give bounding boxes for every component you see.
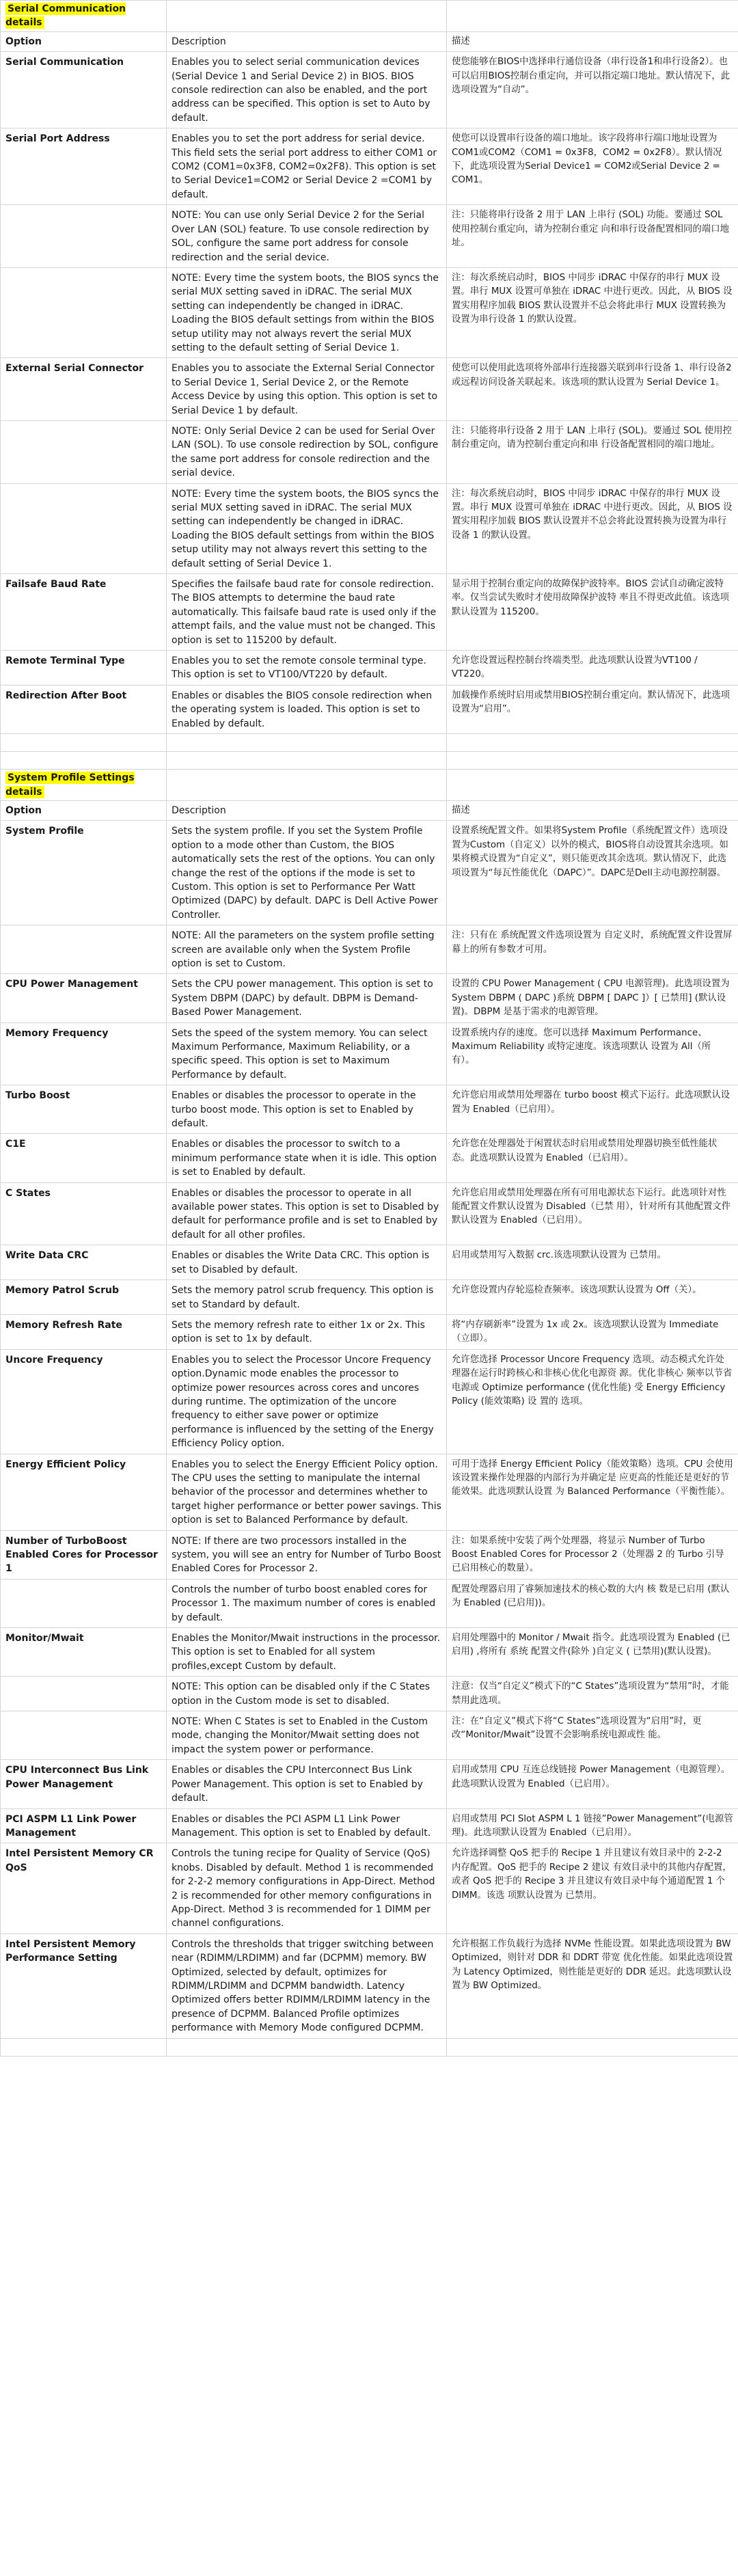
table-row: [1, 1314, 738, 1349]
table-row: [1, 205, 738, 268]
table-row: [1, 685, 738, 733]
option-name: Intel Persistent Memory Performance Setting: [1, 1934, 167, 2038]
table-row: [1, 1530, 738, 1579]
empty-cell: [167, 1, 447, 32]
option-description: Sets the memory patrol scrub frequency. This option is set to Standard by default.: [167, 1280, 447, 1315]
option-name: PCI ASPM L1 Link Power Management: [1, 1808, 167, 1843]
option-description-zh: 允许您启用或禁用处理器在所有可用电源状态下运行。此选项针对性能配置文件默认设置为 Disabled（已禁 用），针对所有其他配置文件默认设置为 Enabled（已启用）。: [447, 1182, 738, 1245]
option-name: [1, 420, 167, 483]
option-name: Turbo Boost: [1, 1085, 167, 1134]
option-description: Enables you to select the Energy Efficient Policy option. The CPU uses the setting to manipulate the internal behavior of the processor and determines whether to target higher performance or better power savings. This option is set to Balanced Performance by default.: [167, 1454, 447, 1530]
empty-cell: [167, 770, 447, 801]
option-description-zh: 允许您启用或禁用处理器在 turbo boost 模式下运行。此选项默认设置为 Enabled（已启用）。: [447, 1085, 738, 1134]
option-description-zh: 注：只能将串行设备 2 用于 LAN 上串行 (SOL)。要通过 SOL 使用控制台重定向，请为控制台重定向和串 行设备配置相同的端口地址。: [447, 420, 738, 483]
spacer-row: [1, 734, 738, 752]
option-description: NOTE: Only Serial Device 2 can be used for Serial Over LAN (SOL). To use console redirection by SOL, configure the same port address for console redirection and the serial device.: [167, 420, 447, 483]
option-name: [1, 1579, 167, 1627]
option-description-zh: 启用处理器中的 Monitor / Mwait 指令。此选项设置为 Enabled (已启用) ,将所有 系统 配置文件(除外 )自定义 ( 已禁用)(默认设置)。: [447, 1628, 738, 1677]
option-description: Enables or disables the CPU Interconnect Bus Link Power Management. This option is set to Enabled by default.: [167, 1760, 447, 1808]
option-name: Serial Port Address: [1, 128, 167, 205]
option-description-zh: 允许根据工作负载行为选择 NVMe 性能设置。如果此选项设置为 BW Optimized，则针对 DDR 和 DDRT 带宽 优化性能。如果此选项设置为 Latency Optimized，则性能是更好的 DDR 延迟。此选项默认设置为 BW Optimized。: [447, 1934, 738, 2038]
option-name: [1, 925, 167, 974]
header-option: Option: [1, 800, 167, 820]
table-row: [1, 52, 738, 128]
option-description-zh: 启用或禁用 PCI Slot ASPM L 1 链接”Power Management”(电源管理)。此选项默认设置为 Enabled（已启用）。: [447, 1808, 738, 1843]
option-name: External Serial Connector: [1, 358, 167, 421]
option-description-zh: 注：如果系统中安装了两个处理器，将显示 Number of Turbo Boost Enabled Cores for Processor 2（处理器 2 的 Turbo 引导已启用核心的数量）。: [447, 1530, 738, 1579]
option-description-zh: 注意：仅当“自定义”模式下的“C States”选项设置为“禁用”时，才能禁用此选项。: [447, 1677, 738, 1711]
option-description: Controls the tuning recipe for Quality of Service (QoS) knobs. Disabled by default. Method 1 is recommended for 2-2-2 memory configurations in App-Direct. Method 2 is recommended for other memory configurations in App-Direct. Method 3 is recommended for 1 DIMM per channel configurations.: [167, 1843, 447, 1934]
empty-cell: [447, 770, 738, 801]
table-row: [1, 1182, 738, 1245]
option-description-zh: 允许选择调整 QoS 把手的 Recipe 1 并且建议有效目录中的 2-2-2 内存配置。QoS 把手的 Recipe 2 建议 有效目录中的其他内存配置，或者 QoS 把手的 Recipe 3 并且建议有效目录中每个通道配置 1 个 DIMM。该选 项默认设置为 已禁用。: [447, 1843, 738, 1934]
table-row: [1, 1349, 738, 1454]
section-title: Serial Communication details: [5, 3, 126, 29]
spacer-row: [1, 752, 738, 770]
option-name: C States: [1, 1182, 167, 1245]
option-description: Sets the CPU power management. This option is set to System DBPM (DAPC) by default. DBPM is Demand-Based Power Management.: [167, 974, 447, 1022]
table-row: [1, 1280, 738, 1315]
empty-cell: [447, 2038, 738, 2056]
option-description: NOTE: This option can be disabled only if the C States option in the Custom mode is set to disabled.: [167, 1677, 447, 1711]
section-title: System Profile Settings details: [5, 772, 135, 798]
empty-cell: [167, 752, 447, 770]
option-name: Redirection After Boot: [1, 685, 167, 733]
option-description: Enables you to associate the External Serial Connector to Serial Device 1, Serial Device 2, or the Remote Access Device by using this option. This option is set to Serial Device 1 by default.: [167, 358, 447, 421]
section-title-cell: [1, 770, 167, 801]
option-description-zh: 使您能够在BIOS中选择串行通信设备（串行设备1和串行设备2）。也可以启用BIOS控制台重定向，并可以指定端口地址。默认情况下，此选项设置为“自动”。: [447, 52, 738, 128]
empty-cell: [447, 752, 738, 770]
option-description: Enables or disables the processor to operate in all available power states. This option is set to Disabled by default for performance profile and is set to Enabled by default for all other profiles.: [167, 1182, 447, 1245]
option-description-zh: 加载操作系统时启用或禁用BIOS控制台重定向。默认情况下，此选项设置为“启用”。: [447, 685, 738, 733]
option-description: Enables you to set the port address for serial device. This field sets the serial port address to either COM1 or COM2 (COM1=0x3F8, COM2=0x2F8). This option is set to Serial Device1=COM2 or Serial Device 2 =COM1 by default.: [167, 128, 447, 205]
header-option: Option: [1, 31, 167, 51]
option-description: Enables or disables the processor to switch to a minimum performance state when it is idle. This option is set to Enabled by default.: [167, 1134, 447, 1182]
option-description-zh: 允许您在处理器处于闲置状态时启用或禁用处理器切换至低性能状态。此选项默认设置为 Enabled（已启用）。: [447, 1134, 738, 1182]
option-description-zh: 注：每次系统启动时，BIOS 中同步 iDRAC 中保存的串行 MUX 设置。串行 MUX 设置可单独在 iDRAC 中进行更改。因此，从 BIOS 设置实用程序加载 BIOS 默认设置并不总会将此设置转换为设置为串行设备 1 的默认设置。: [447, 483, 738, 573]
table-row: [1, 1677, 738, 1711]
option-description: Enables you to set the remote console terminal type. This option is set to VT100/VT220 by default.: [167, 651, 447, 686]
option-description-zh: 注：在“自定义”模式下将“C States”选项设置为“启用”时，更改“Monitor/Mwait”设置不会影响系统电源或性 能。: [447, 1711, 738, 1760]
table-row: [1, 483, 738, 573]
table-row: [1, 1843, 738, 1934]
table-row: [1, 1454, 738, 1530]
table-header-row: [1, 31, 738, 51]
table-row: [1, 974, 738, 1022]
option-name: [1, 1677, 167, 1711]
option-name: [1, 267, 167, 357]
table-row: [1, 1808, 738, 1843]
option-description-zh: 设置系统配置文件。如果将System Profile（系统配置文件）选项设置为Custom（自定义）以外的模式，BIOS将自动设置其余选项。如果将模式设置为“自定义”，则只能更改其余选项。默认情况下，此选项设置为“每瓦性能优化（DAPC）”。DAPC是Dell主动电源控制器。: [447, 821, 738, 925]
option-description: Sets the system profile. If you set the System Profile option to a mode other than Custom, the BIOS automatically sets the rest of the options. You can only change the rest of the options if the mode is set to Custom. This option is set to Performance Per Watt Optimized (DAPC) by default. DAPC is Dell Active Power Controller.: [167, 821, 447, 925]
empty-cell: [1, 734, 167, 752]
table-row: [1, 128, 738, 205]
option-description: NOTE: Every time the system boots, the BIOS syncs the serial MUX setting saved in iDRAC. The serial MUX setting can independently be changed in iDRAC. Loading the BIOS default settings from within the BIOS setup utility may not always revert this setting to the default setting of Serial Device 1.: [167, 483, 447, 573]
option-name: Remote Terminal Type: [1, 651, 167, 686]
option-description: Enables or disables the BIOS console redirection when the operating system is loaded. This option is set to Enabled by default.: [167, 685, 447, 733]
option-description-zh: 显示用于控制台重定向的故障保护波特率。BIOS 尝试自动确定波特率。仅当尝试失败时才使用故障保护波特 率且不得更改此值。该选项默认设置为 115200。: [447, 574, 738, 651]
option-description-zh: 使您可以使用此选项将外部串行连接器关联到串行设备 1、串行设备2或远程访问设备关联起来。该选项的默认设置为 Serial Device 1。: [447, 358, 738, 421]
option-description-zh: 配置处理器启用了睿频加速技术的核心数的大内 核 数是已启用 (默认为 Enabled (已启用))。: [447, 1579, 738, 1627]
section-title-cell: [1, 1, 167, 32]
option-name: Monitor/Mwait: [1, 1628, 167, 1677]
option-description-zh: 允许您设置远程控制台终端类型。此选项默认设置为VT100 / VT220。: [447, 651, 738, 686]
option-description-zh: 注：只有在 系统配置文件选项设置为 自定义时，系统配置文件设置屏幕上的所有参数才可用。: [447, 925, 738, 974]
table-row: [1, 1085, 738, 1134]
option-name: [1, 483, 167, 573]
option-name: Number of TurboBoost Enabled Cores for Processor 1: [1, 1530, 167, 1579]
header-zh: 描述: [447, 800, 738, 820]
option-name: Failsafe Baud Rate: [1, 574, 167, 651]
option-description-zh: 注：只能将串行设备 2 用于 LAN 上串行 (SOL) 功能。要通过 SOL 使用控制台重定向，请为控制台重定 向和串行设备配置相同的端口地址。: [447, 205, 738, 268]
option-name: C1E: [1, 1134, 167, 1182]
option-name: Memory Frequency: [1, 1022, 167, 1085]
table-row: [1, 574, 738, 651]
option-description-zh: 设置系统内存的速度。您可以选择 Maximum Performance、Maximum Reliability 或特定速度。该选项默认 设置为 All（所有）。: [447, 1022, 738, 1085]
option-name: Memory Patrol Scrub: [1, 1280, 167, 1315]
table-row: [1, 1134, 738, 1182]
option-name: Write Data CRC: [1, 1245, 167, 1280]
option-description: Enables or disables the Write Data CRC. This option is set to Disabled by default.: [167, 1245, 447, 1280]
empty-cell: [447, 734, 738, 752]
table-header-row: [1, 800, 738, 820]
option-description: Enables or disables the PCI ASPM L1 Link Power Management. This option is set to Enabled by default.: [167, 1808, 447, 1843]
option-description: NOTE: When C States is set to Enabled in the Custom mode, changing the Monitor/Mwait setting does not impact the system power or performance.: [167, 1711, 447, 1760]
option-description: Enables the Monitor/Mwait instructions in the processor. This option is set to Enabled for all system profiles,except Custom by default.: [167, 1628, 447, 1677]
table-row: [1, 651, 738, 686]
option-name: CPU Interconnect Bus Link Power Management: [1, 1760, 167, 1808]
empty-cell: [1, 752, 167, 770]
option-description-zh: 注：每次系统启动时，BIOS 中同步 iDRAC 中保存的串行 MUX 设置。串行 MUX 设置可单独在 iDRAC 中进行更改。因此，从 BIOS 设置实用程序加载 BIOS 默认设置并不总会将此串行 MUX 设置转换为设置为串行设备 1 的默认设置。: [447, 267, 738, 357]
option-name: Serial Communication: [1, 52, 167, 128]
empty-cell: [447, 1, 738, 32]
option-name: Uncore Frequency: [1, 1349, 167, 1454]
table-row: [1, 925, 738, 974]
table-row: [1, 1711, 738, 1760]
option-name: Energy Efficient Policy: [1, 1454, 167, 1530]
table-row: [1, 1934, 738, 2038]
option-description-zh: 设置的 CPU Power Management ( CPU 电源管理)。此选项设置为 System DBPM ( DAPC )系统 DBPM [ DAPC ]）[ 已禁用] (默认设置)。DBPM 是基于需求的电源管理。: [447, 974, 738, 1022]
table-row: [1, 1760, 738, 1808]
option-description-zh: 启用或禁用 CPU 互连总线链接 Power Management（电源管理）。此选项默认设置为 Enabled（已启用）。: [447, 1760, 738, 1808]
option-description: Enables you to select the Processor Uncore Frequency option.Dynamic mode enables the processor to optimize power resources across cores and uncores during runtime. The optimization of the uncore frequency to either save power or optimize performance is influenced by the setting of the Energy Efficiency Policy option.: [167, 1349, 447, 1454]
option-description: NOTE: If there are two processors installed in the system, you will see an entry for Number of Turbo Boost Enabled Cores for Processor 2.: [167, 1530, 447, 1579]
option-description: NOTE: You can use only Serial Device 2 for the Serial Over LAN (SOL) feature. To use console redirection by SOL, configure the same port address for console redirection and the serial device.: [167, 205, 447, 268]
section-title-row: [1, 1, 738, 32]
option-description-zh: 允许您设置内存轮巡检查频率。该选项默认设置为 Off（关）。: [447, 1280, 738, 1315]
option-description-zh: 将“内存刷新率”设置为 1x 或 2x。该选项默认设置为 Immediate（立即）。: [447, 1314, 738, 1349]
option-description: Controls the thresholds that trigger switching between near (RDIMM/LRDIMM) and far (DCPMM) memory. BW Optimized, selected by default, optimizes for RDIMM/LRDIMM and DCPMM bandwidth. Latency Optimized offers better RDIMM/LRDIMM latency in the presence of DCPMM. Balanced Profile optimizes performance with Memory Mode configured DCPMM.: [167, 1934, 447, 2038]
table-row: [1, 1245, 738, 1280]
option-name: CPU Power Management: [1, 974, 167, 1022]
option-name: Memory Refresh Rate: [1, 1314, 167, 1349]
table-row: [1, 1022, 738, 1085]
option-description: NOTE: All the parameters on the system profile setting screen are available only when the System Profile option is set to Custom.: [167, 925, 447, 974]
table-row: [1, 1579, 738, 1627]
option-description: Controls the number of turbo boost enabled cores for Processor 1. The maximum number of cores is enabled by default.: [167, 1579, 447, 1627]
table-row: [1, 821, 738, 925]
empty-cell: [167, 2038, 447, 2056]
empty-cell: [1, 2038, 167, 2056]
option-name: [1, 205, 167, 268]
option-description-zh: 允许您选择 Processor Uncore Frequency 选项。动态模式允许处理器在运行时跨核心和非核心优化电源资 源。优化非核心 频率以节省电源或 Optimize performance (优化性能) 受 Energy Efficiency Policy (能效策略) 设 置的 选项。: [447, 1349, 738, 1454]
option-description: Enables you to select serial communication devices (Serial Device 1 and Serial Device 2) in BIOS. BIOS console redirection can also be enabled, and the port address can be specified. This option is set to Auto by default.: [167, 52, 447, 128]
spacer-row: [1, 2038, 738, 2056]
option-description: Enables or disables the processor to operate in the turbo boost mode. This option is set to Enabled by default.: [167, 1085, 447, 1134]
header-zh: 描述: [447, 31, 738, 51]
table-row: [1, 1628, 738, 1677]
option-description: Sets the speed of the system memory. You can select Maximum Performance, Maximum Reliability, or a specific speed. This option is set to Maximum Performance by default.: [167, 1022, 447, 1085]
option-description: NOTE: Every time the system boots, the BIOS syncs the serial MUX setting saved in iDRAC. The serial MUX setting can independently be changed in iDRAC. Loading the BIOS default settings from within the BIOS setup utility may not always revert the serial MUX setting to the default setting of Serial Device 1.: [167, 267, 447, 357]
details-table-body: [1, 1, 738, 2057]
table-row: [1, 358, 738, 421]
header-description: Description: [167, 31, 447, 51]
option-name: [1, 1711, 167, 1760]
option-name: System Profile: [1, 821, 167, 925]
empty-cell: [167, 734, 447, 752]
option-description: Sets the memory refresh rate to either 1x or 2x. This option is set to 1x by default.: [167, 1314, 447, 1349]
option-description-zh: 使您可以设置串行设备的端口地址。该字段将串行端口地址设置为COM1或COM2（COM1 = 0x3F8，COM2 = 0x2F8）。默认情况下，此选项设置为Serial Device1 = COM2或Serial Device 2 = COM1。: [447, 128, 738, 205]
header-description: Description: [167, 800, 447, 820]
option-name: Intel Persistent Memory CR QoS: [1, 1843, 167, 1934]
section-title-row: [1, 770, 738, 801]
table-row: [1, 420, 738, 483]
option-description: Specifies the failsafe baud rate for console redirection. The BIOS attempts to determine the baud rate automatically. This failsafe baud rate is used only if the attempt fails, and the value must not be changed. This option is set to 115200 by default.: [167, 574, 447, 651]
table-row: [1, 267, 738, 357]
option-description-zh: 启用或禁用写入数据 crc.该选项默认设置为 已禁用。: [447, 1245, 738, 1280]
option-description-zh: 可用于选择 Energy Efficient Policy（能效策略）选项。CPU 会使用该设置来操作处理器的内部行为并确定是 应更高的性能还是更好的节能效果。此选项默认设置 为 Balanced Performance（平衡性能）。: [447, 1454, 738, 1530]
